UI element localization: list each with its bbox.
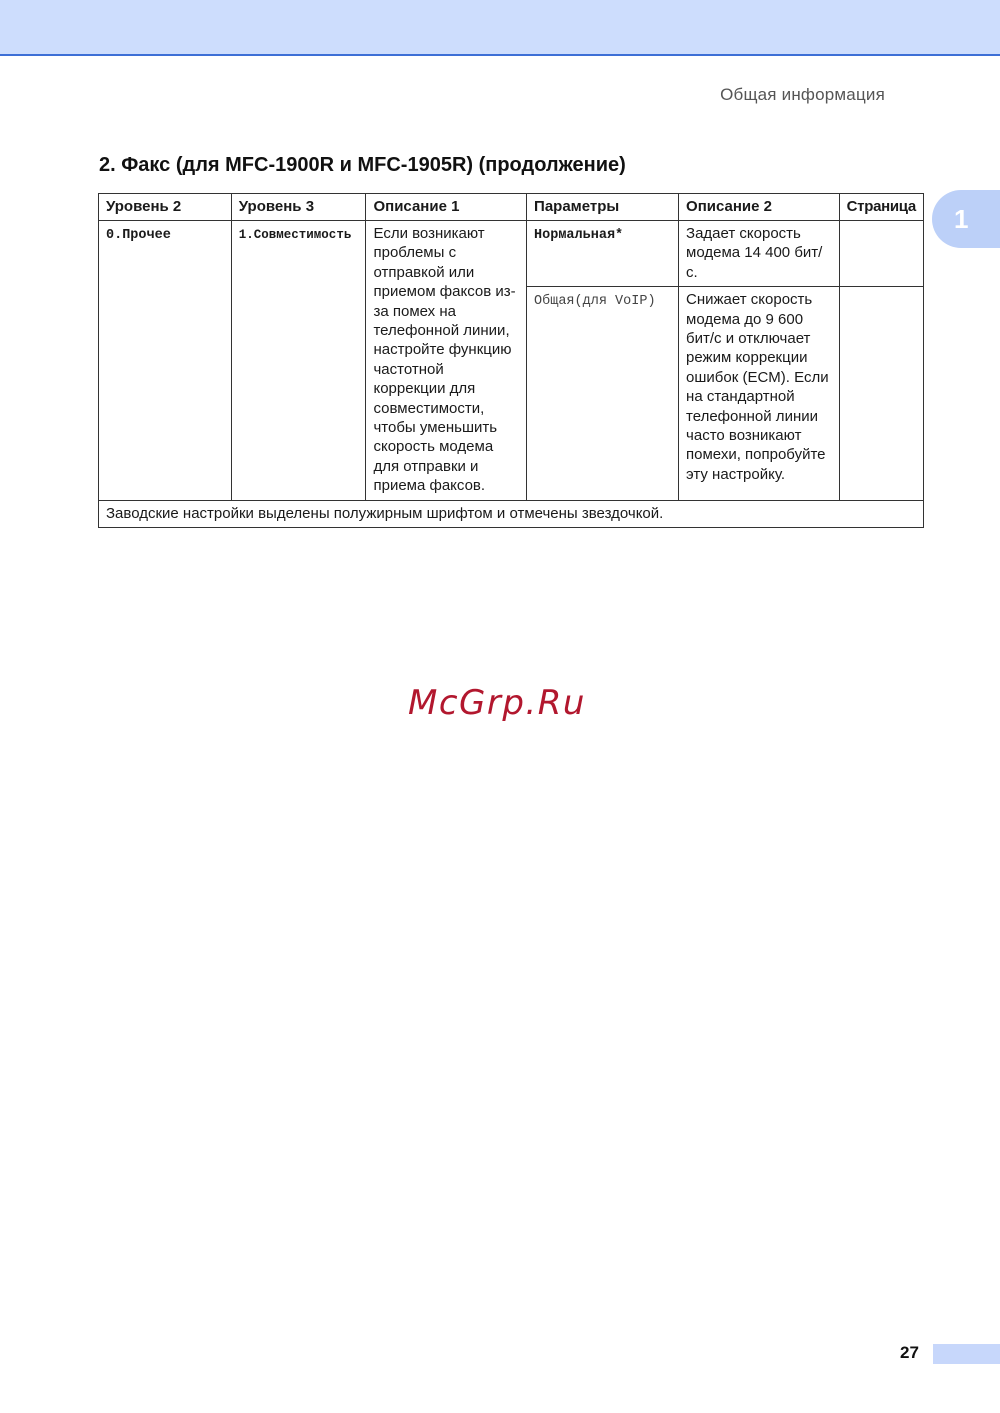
column-header-description1: Описание 1	[366, 194, 527, 221]
description1-cell: Если возникают проблемы с отправкой или приемом факсов из-за помех на телефонной линии, настройте функцию частотной коррекции для совместимости, чтобы уменьшить скорость модема для отправки и приема факсов.	[366, 221, 527, 501]
section-title: 2. Факс (для MFC-1900R и MFC-1905R) (продолжение)	[99, 154, 626, 176]
table-footnote: Заводские настройки выделены полужирным шрифтом и отмечены звездочкой.	[99, 500, 924, 527]
page-number: 27	[900, 1343, 919, 1362]
option-normal-label: Нормальная*	[534, 228, 624, 243]
level2-cell	[99, 221, 232, 501]
option-voip-description: Снижает скорость модема до 9 600 бит/с и отключает режим коррекции ошибок (ECM). Если на стандартной телефонной линии часто возникают помехи, попробуйте эту настройку.	[679, 287, 840, 500]
option-voip-page	[839, 287, 923, 500]
chapter-tab: 1	[932, 190, 1000, 248]
column-header-level2: Уровень 2	[99, 194, 232, 221]
column-header-page: Страница	[839, 194, 923, 221]
option-voip-label: Общая(для VoIP)	[534, 294, 656, 310]
level2-value: 0.Прочее	[106, 228, 171, 243]
option-cell-normal	[527, 221, 679, 287]
option-cell-voip	[527, 287, 679, 500]
column-header-level3: Уровень 3	[231, 194, 366, 221]
settings-table	[98, 193, 924, 528]
table-row	[99, 221, 924, 287]
top-header-band	[0, 0, 1000, 56]
table-header-row	[99, 194, 924, 221]
option-normal-page	[839, 221, 923, 287]
watermark: McGrp.Ru	[408, 683, 586, 723]
footer-tab	[933, 1344, 1000, 1364]
running-title: Общая информация	[720, 85, 885, 104]
level3-value: 1.Совместимость	[238, 228, 352, 242]
column-header-options: Параметры	[527, 194, 679, 221]
option-normal-description: Задает скорость модема 14 400 бит/с.	[679, 221, 840, 287]
level3-cell	[231, 221, 366, 501]
table-footnote-row	[99, 500, 924, 527]
column-header-description2: Описание 2	[679, 194, 840, 221]
